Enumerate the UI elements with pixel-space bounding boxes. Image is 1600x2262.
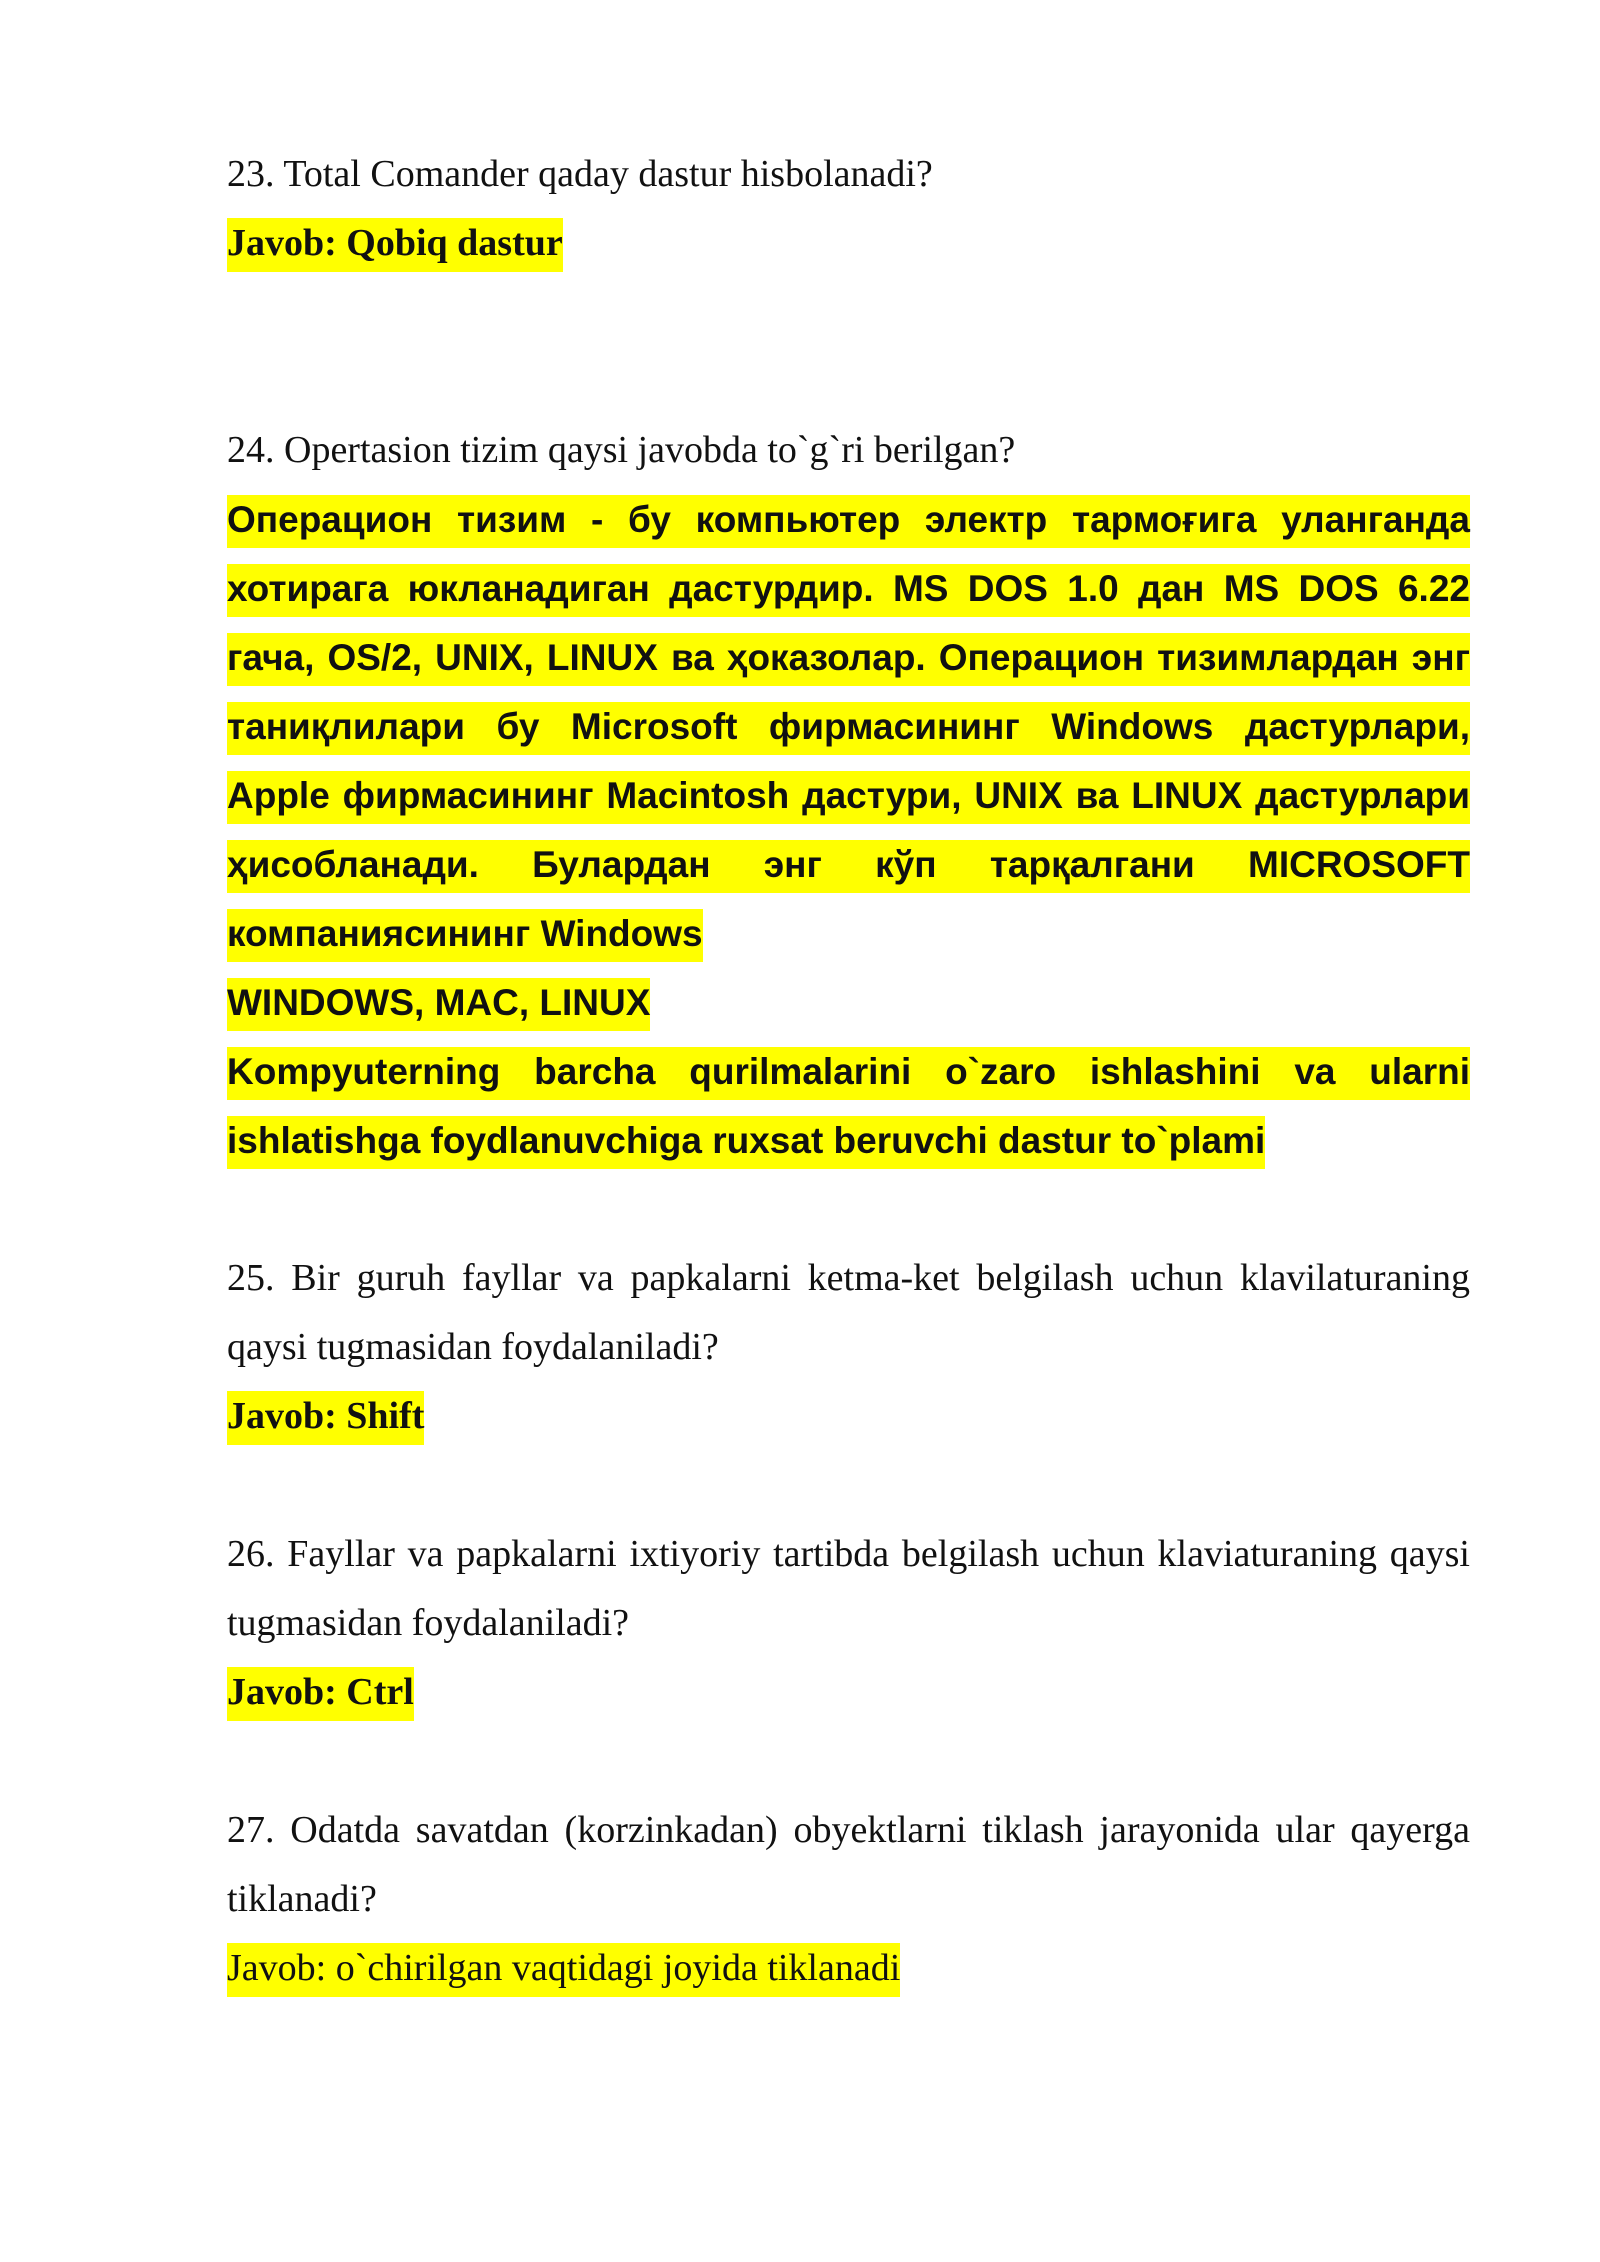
answer-24-paragraph-block	[227, 485, 1470, 968]
question-24: 24. Opertasion tizim qaysi javobda to`g`ri berilgan?	[227, 429, 1016, 471]
document-page	[227, 140, 1470, 2003]
question-25: 25. Bir guruh fayllar va papkalarni ketma-ket belgilash uchun klavilaturaning qaysi tugmasidan foydalaniladi?	[227, 1257, 1470, 1368]
answer-23: Javob: Qobiq dastur	[227, 218, 563, 272]
answer-27-line	[227, 1934, 1470, 2003]
answer-25: Javob: Shift	[227, 1391, 424, 1445]
answer-24-line3: Kompyuterning barcha qurilmalarini o`zaro ishlashini va ularni ishlatishga foydlanuvchiga ruxsat beruvchi dastur to`plami	[227, 1047, 1470, 1169]
spacer	[227, 278, 1470, 416]
answer-26: Javob: Ctrl	[227, 1667, 414, 1721]
spacer	[227, 1451, 1470, 1520]
answer-26-line	[227, 1658, 1470, 1727]
answer-23-line	[227, 209, 1470, 278]
answer-24-line2: WINDOWS, MAC, LINUX	[227, 978, 650, 1031]
question-23: 23. Total Comander qaday dastur hisbolanadi?	[227, 153, 933, 195]
question-27: 27. Odatda savatdan (korzinkadan) obyektlarni tiklash jarayonida ular qayerga tiklanadi?	[227, 1809, 1470, 1920]
answer-24-line3-block	[227, 1037, 1470, 1175]
answer-25-line	[227, 1382, 1470, 1451]
answer-27: Javob: o`chirilgan vaqtidagi joyida tiklanadi	[227, 1943, 900, 1997]
spacer	[227, 1175, 1470, 1244]
answer-24-paragraph: Операцион тизим - бу компьютер электр тармоғига уланганда хотирага юкланадиган дастурдир. MS DOS 1.0 дан MS DOS 6.22 гача, OS/2, UNIX, LINUX ва ҳоказолар. Операцион тизимлардан энг таниқлилари бу Microsoft фирмасининг Windows дастурлари, Apple фирмасининг Macintosh дастури, UNIX ва LINUX дастурлари ҳисобланади. Булардан энг кўп тарқалгани MICROSOFT компаниясининг Windows	[227, 495, 1470, 962]
question-26: 26. Fayllar va papkalarni ixtiyoriy tartibda belgilash uchun klaviaturaning qaysi tugmasidan foydalaniladi?	[227, 1533, 1470, 1644]
spacer	[227, 1727, 1470, 1796]
answer-24-line2-block	[227, 968, 1470, 1037]
